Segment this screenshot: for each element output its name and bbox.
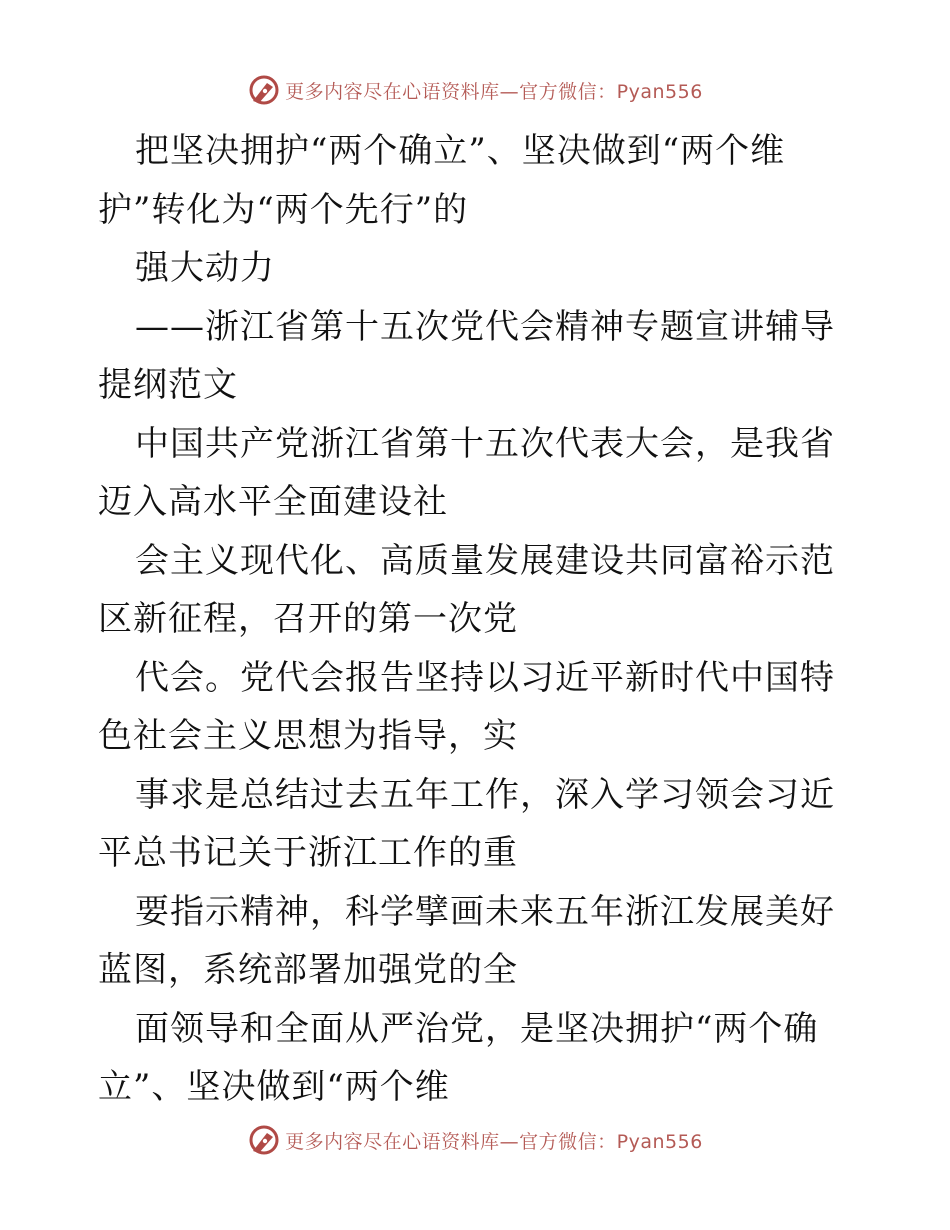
body-paragraph: 面领导和全面从严治党，是坚决拥护“两个确立”、坚决做到“两个维 — [98, 1008, 819, 1107]
watermark-text: 更多内容尽在心语资料库—官方微信：Pyan556 — [285, 80, 703, 103]
pen-nib-circle-logo-icon — [247, 1123, 281, 1157]
title-line: 把坚决拥护“两个确立”、坚决做到“两个维护”转化为“两个先行”的 — [98, 131, 786, 230]
title-line: 强大动力 — [135, 248, 275, 288]
pen-nib-circle-logo-icon — [247, 73, 281, 107]
subtitle-line: ——浙江省第十五次党代会精神专题宣讲辅导提纲范文 — [98, 306, 835, 405]
body-paragraph: 要指示精神，科学擘画未来五年浙江发展美好蓝图，系统部署加强党的全 — [98, 891, 835, 990]
footer-watermark-banner — [0, 1120, 950, 1160]
body-paragraph: 代会。党代会报告坚持以习近平新时代中国特色社会主义思想为指导，实 — [98, 657, 835, 756]
watermark-text: 更多内容尽在心语资料库—官方微信：Pyan556 — [285, 1130, 703, 1153]
body-paragraph: 会主义现代化、高质量发展建设共同富裕示范区新征程，召开的第一次党 — [98, 540, 835, 639]
body-paragraph: 事求是总结过去五年工作，深入学习领会习近平总书记关于浙江工作的重 — [98, 774, 835, 873]
header-watermark-banner — [0, 70, 950, 110]
body-paragraph: 中国共产党浙江省第十五次代表大会，是我省迈入高水平全面建设社 — [98, 423, 835, 522]
document-body — [98, 122, 858, 1117]
